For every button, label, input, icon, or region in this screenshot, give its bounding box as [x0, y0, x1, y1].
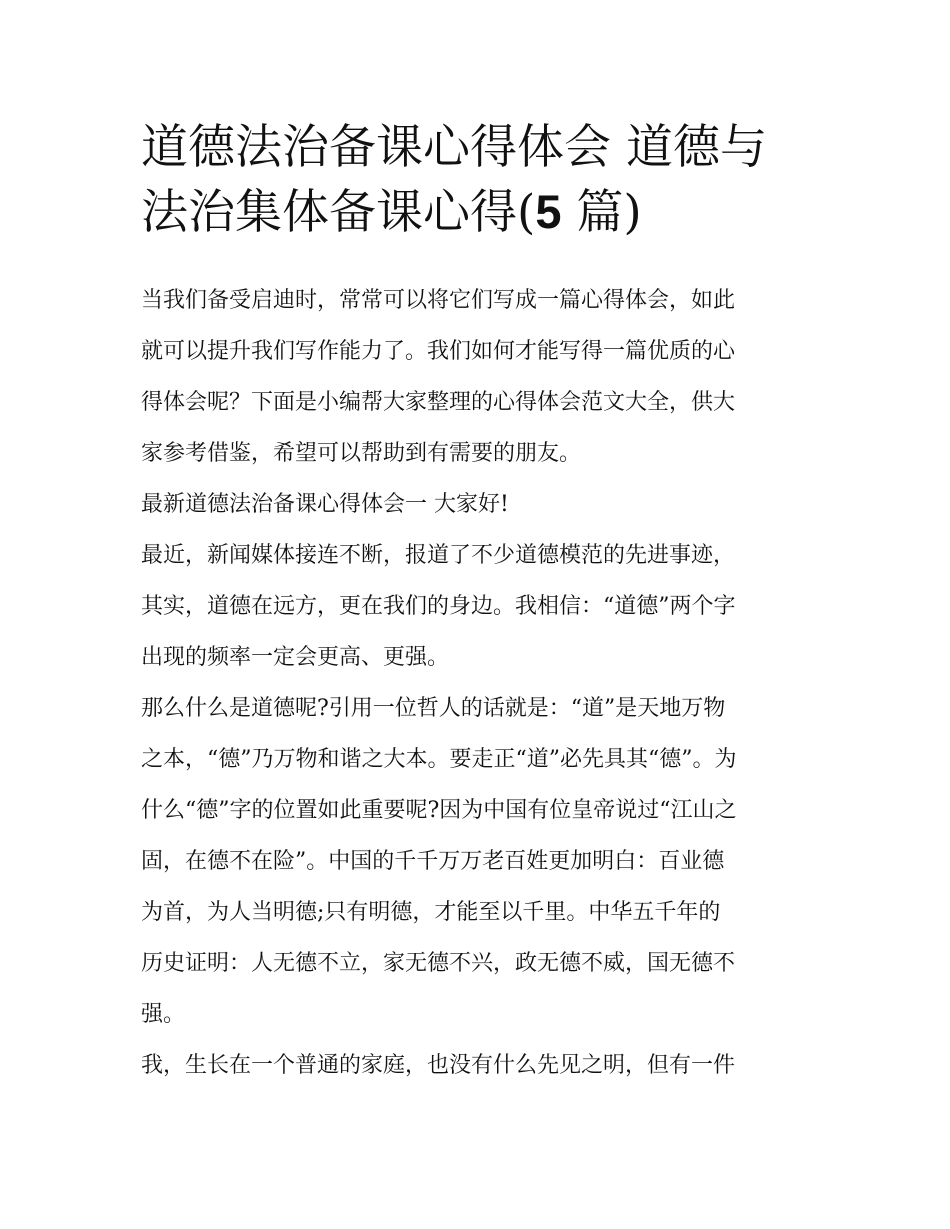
body-line: 历史证明：人无德不立，家无德不兴，政无德不威，国无德不: [141, 951, 736, 976]
title-line-2: [141, 180, 821, 245]
body-line: 什么“德”字的位置如此重要呢?因为中国有位皇帝说过“江山之: [141, 798, 737, 823]
body-line: 家参考借鉴，希望可以帮助到有需要的朋友。: [141, 441, 582, 466]
body-line: 强。: [141, 1002, 186, 1027]
body-line: 那么什么是道德呢?引用一位哲人的话就是：“道”是天地万物: [141, 696, 726, 721]
section-heading-line: 最新道德法治备课心得体会一 大家好!: [141, 492, 509, 517]
document-body: [141, 279, 821, 1095]
body-line: 其实，道德在远方，更在我们的身边。我相信：“道德”两个字: [141, 594, 736, 619]
title-line-2-prefix: 法治集体备课心得(: [141, 185, 536, 240]
document-title: [141, 116, 821, 245]
title-line-2-suffix: 篇): [561, 185, 642, 240]
body-line: 得体会呢？下面是小编帮大家整理的心得体会范文大全，供大: [141, 390, 736, 415]
body-line: 最近，新闻媒体接连不断，报道了不少道德模范的先进事迹，: [141, 543, 736, 568]
body-line: 之本，“德”乃万物和谐之大本。要走正“道”必先具其“德”。为: [141, 747, 737, 772]
body-line: 当我们备受启迪时，常常可以将它们写成一篇心得体会，如此: [141, 288, 736, 313]
body-line: 就可以提升我们写作能力了。我们如何才能写得一篇优质的心: [141, 339, 736, 364]
title-line-1: 道德法治备课心得体会 道德与: [141, 120, 767, 175]
body-line: 为首，为人当明德;只有明德，才能至以千里。中华五千年的: [141, 900, 721, 925]
title-count-number: 5: [535, 185, 562, 238]
body-line: 出现的频率一定会更高、更强。: [141, 645, 450, 670]
body-line: 固，在德不在险”。中国的千千万万老百姓更加明白：百业德: [141, 849, 725, 874]
body-line: 我，生长在一个普通的家庭，也没有什么先见之明，但有一件: [141, 1053, 736, 1078]
